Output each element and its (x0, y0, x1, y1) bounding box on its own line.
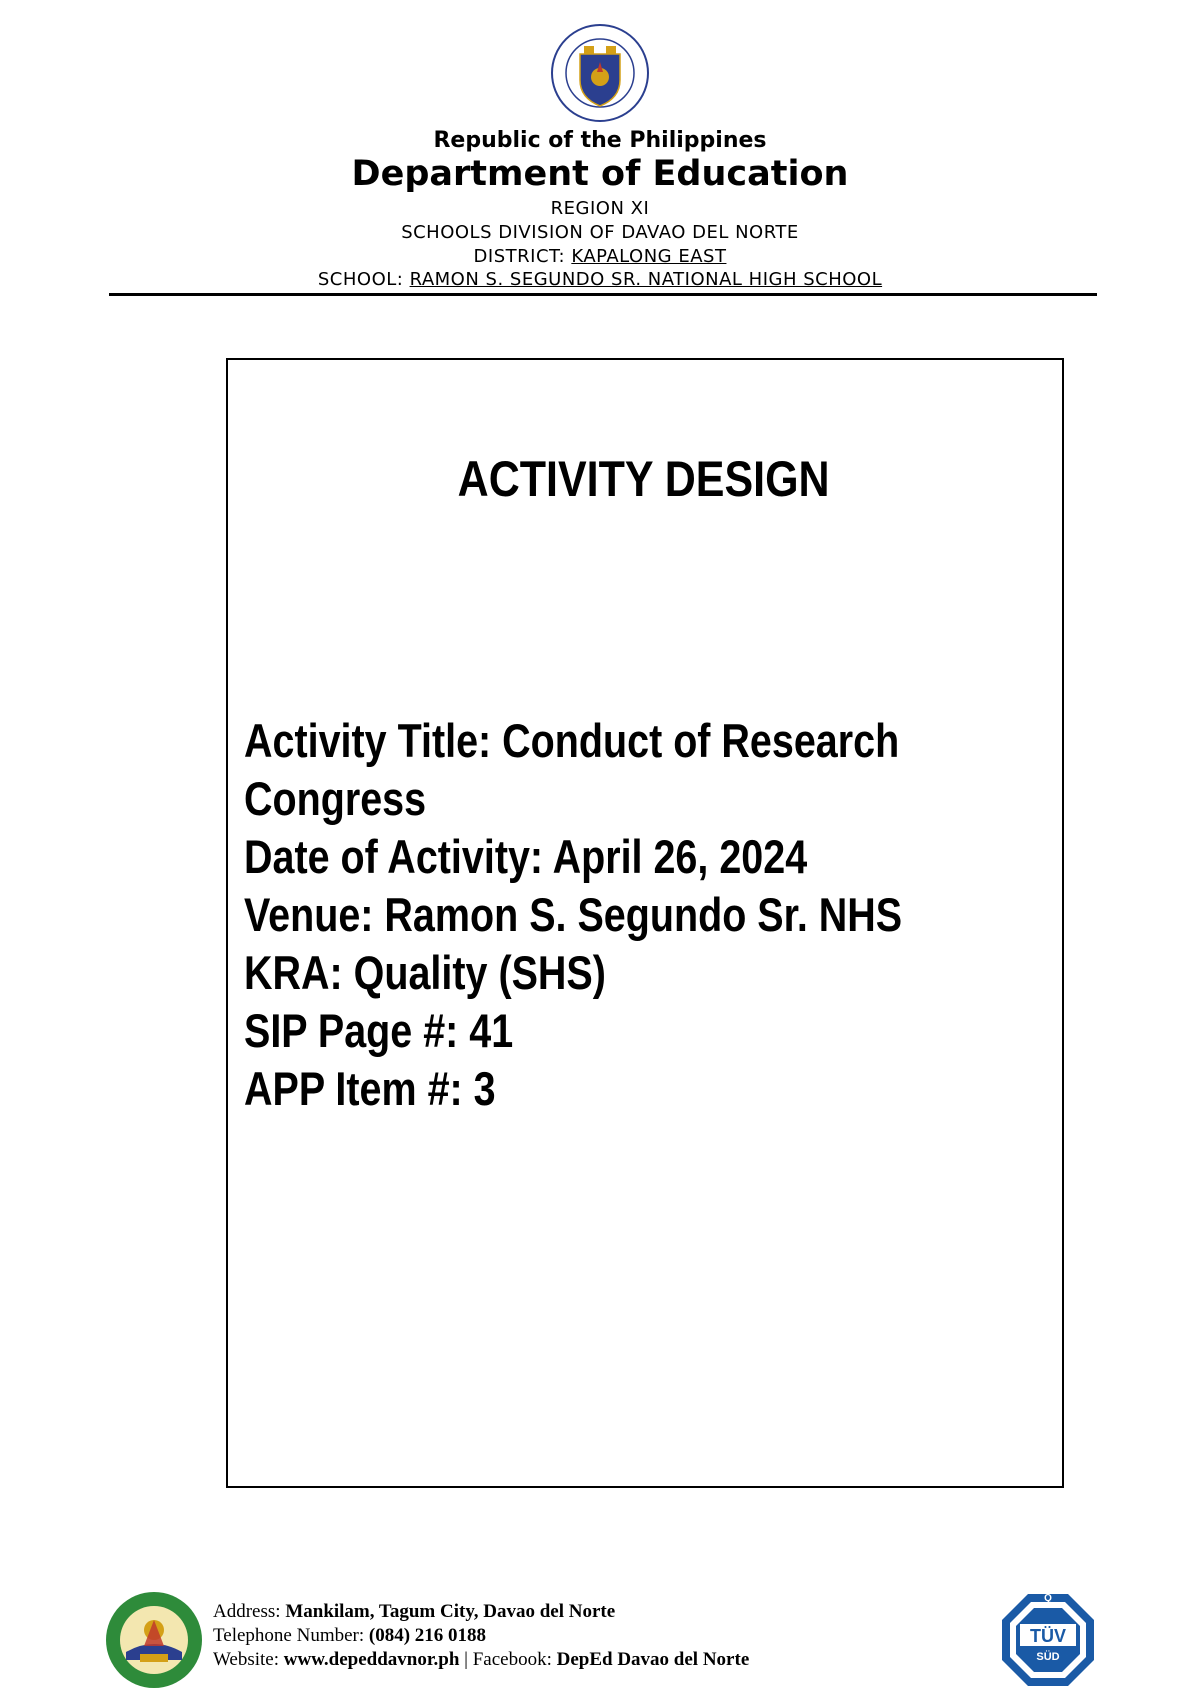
tuv-sub: SÜD (1036, 1651, 1060, 1663)
address-row (213, 1600, 749, 1624)
footer-contact (213, 1600, 749, 1672)
activity-design-box (226, 358, 1064, 1488)
website-label: Website: (213, 1649, 284, 1670)
document-title: ACTIVITY DESIGN (457, 451, 830, 507)
activity-title-line2: Congress (244, 772, 427, 825)
tuv-sud-certification-icon (998, 1588, 1098, 1692)
region-line: REGION XI (550, 198, 650, 219)
school-line (0, 269, 1200, 290)
district-value: KAPALONG EAST (571, 246, 727, 267)
separator: | (459, 1649, 473, 1670)
activity-venue: Venue: Ramon S. Segundo Sr. NHS (244, 888, 903, 941)
school-label: SCHOOL: (317, 269, 410, 290)
phone-value: (084) 216 0188 (368, 1625, 487, 1646)
activity-title-line1: Activity Title: Conduct of Research (244, 714, 900, 767)
sip-page: SIP Page #: 41 (244, 1004, 514, 1057)
district-line (0, 246, 1200, 267)
facebook-label: Facebook: (472, 1649, 557, 1670)
division-davao-del-norte-seal-icon (104, 1590, 204, 1690)
facebook-link[interactable]: DepEd Davao del Norte (556, 1649, 750, 1670)
header-divider (109, 293, 1097, 296)
department-title: Department of Education (351, 154, 849, 194)
phone-label: Telephone Number: (213, 1625, 369, 1646)
tuv-q: Q (1044, 1593, 1052, 1604)
republic-line: Republic of the Philippines (433, 128, 767, 153)
website-row (213, 1648, 749, 1672)
activity-date: Date of Activity: April 26, 2024 (244, 830, 808, 883)
website-link[interactable]: www.depeddavnor.ph (283, 1649, 460, 1670)
address-value: Mankilam, Tagum City, Davao del Norte (285, 1601, 616, 1622)
school-value: RAMON S. SEGUNDO SR. NATIONAL HIGH SCHOOL (409, 269, 883, 290)
activity-details (244, 712, 903, 1118)
division-line: SCHOOLS DIVISION OF DAVAO DEL NORTE (401, 222, 799, 243)
district-label: DISTRICT: (473, 246, 572, 267)
phone-row (213, 1624, 749, 1648)
deped-seal-icon (546, 22, 654, 124)
tuv-text: TÜV (1030, 1626, 1066, 1646)
address-label: Address: (213, 1601, 286, 1622)
activity-kra: KRA: Quality (SHS) (244, 946, 606, 999)
app-item: APP Item #: 3 (244, 1062, 496, 1115)
